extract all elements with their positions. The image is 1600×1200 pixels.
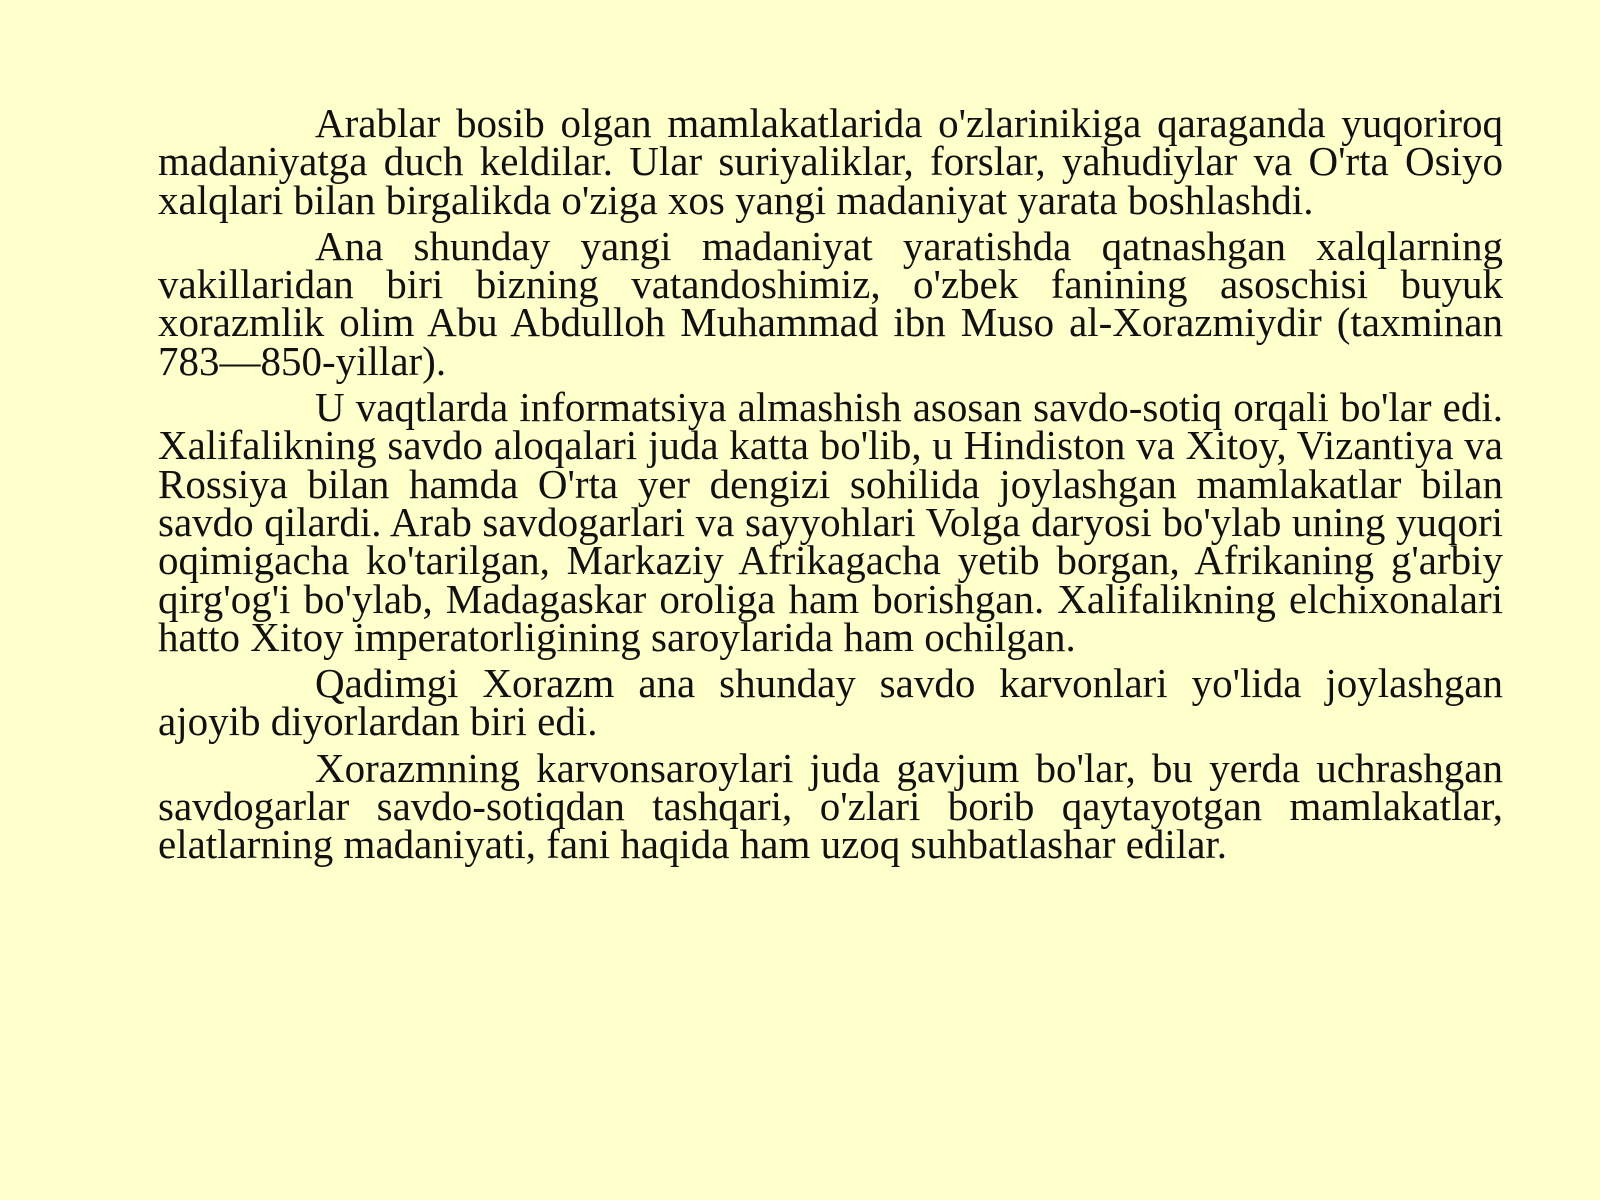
paragraph-3: U vaqtlarda informatsiya almashish asosan savdo-sotiq orqali bo'lar edi. Xalifalikning savdo aloqalari juda katta bo'lib, u Hindiston va Xitoy, Vizantiya va Rossiya bilan hamda O'rta yer dengizi sohilida joylashgan mamlakatlar bilan savdo qilardi. Arab savdogarlari va sayyohlari Volga daryosi bo'ylab uning yuqori oqimigacha ko'tarilgan, Markaziy Afrikagacha yetib borgan, Afrikaning g'arbiy qirg'og'i bo'ylab, Madagaskar oroliga ham borishgan. Xalifalikning elchixonalari hatto Xitoy imperatorligining saroylarida ham ochilgan. (158, 384, 1503, 660)
paragraph-1: Arablar bosib olgan mamlakatlarida o'zlarinikiga qaraganda yuqoriroq madaniyatga duch keldilar. Ular suriyaliklar, forslar, yahudiylar va O'rta Osiyo xalqlari bilan birgalikda o'ziga xos yangi madaniyat yarata boshlashdi. (158, 100, 1503, 223)
paragraph-5: Xorazmning karvonsaroylari juda gavjum bo'lar, bu yerda uchrashgan savdogarlar savdo-sotiqdan tashqari, o'zlari borib qaytayotgan mamlakatlar, elatlarning madaniyati, fani haqida ham uzoq suhbatlashar edilar. (158, 744, 1503, 868)
paragraph-2: Ana shunday yangi madaniyat yaratishda qatnashgan xalqlarning vakillaridan biri bizning vatandoshimiz, o'zbek fanining asoschisi buyuk xorazmlik olim Abu Abdulloh Muhammad ibn Muso al-Xorazmiydir (taxminan 783—850-yillar). (158, 222, 1503, 384)
text-body (158, 100, 1503, 872)
paragraph-4: Qadimgi Xorazm ana shunday savdo karvonlari yo'lida joylashgan ajoyib diyorlardan biri edi. (158, 660, 1503, 745)
